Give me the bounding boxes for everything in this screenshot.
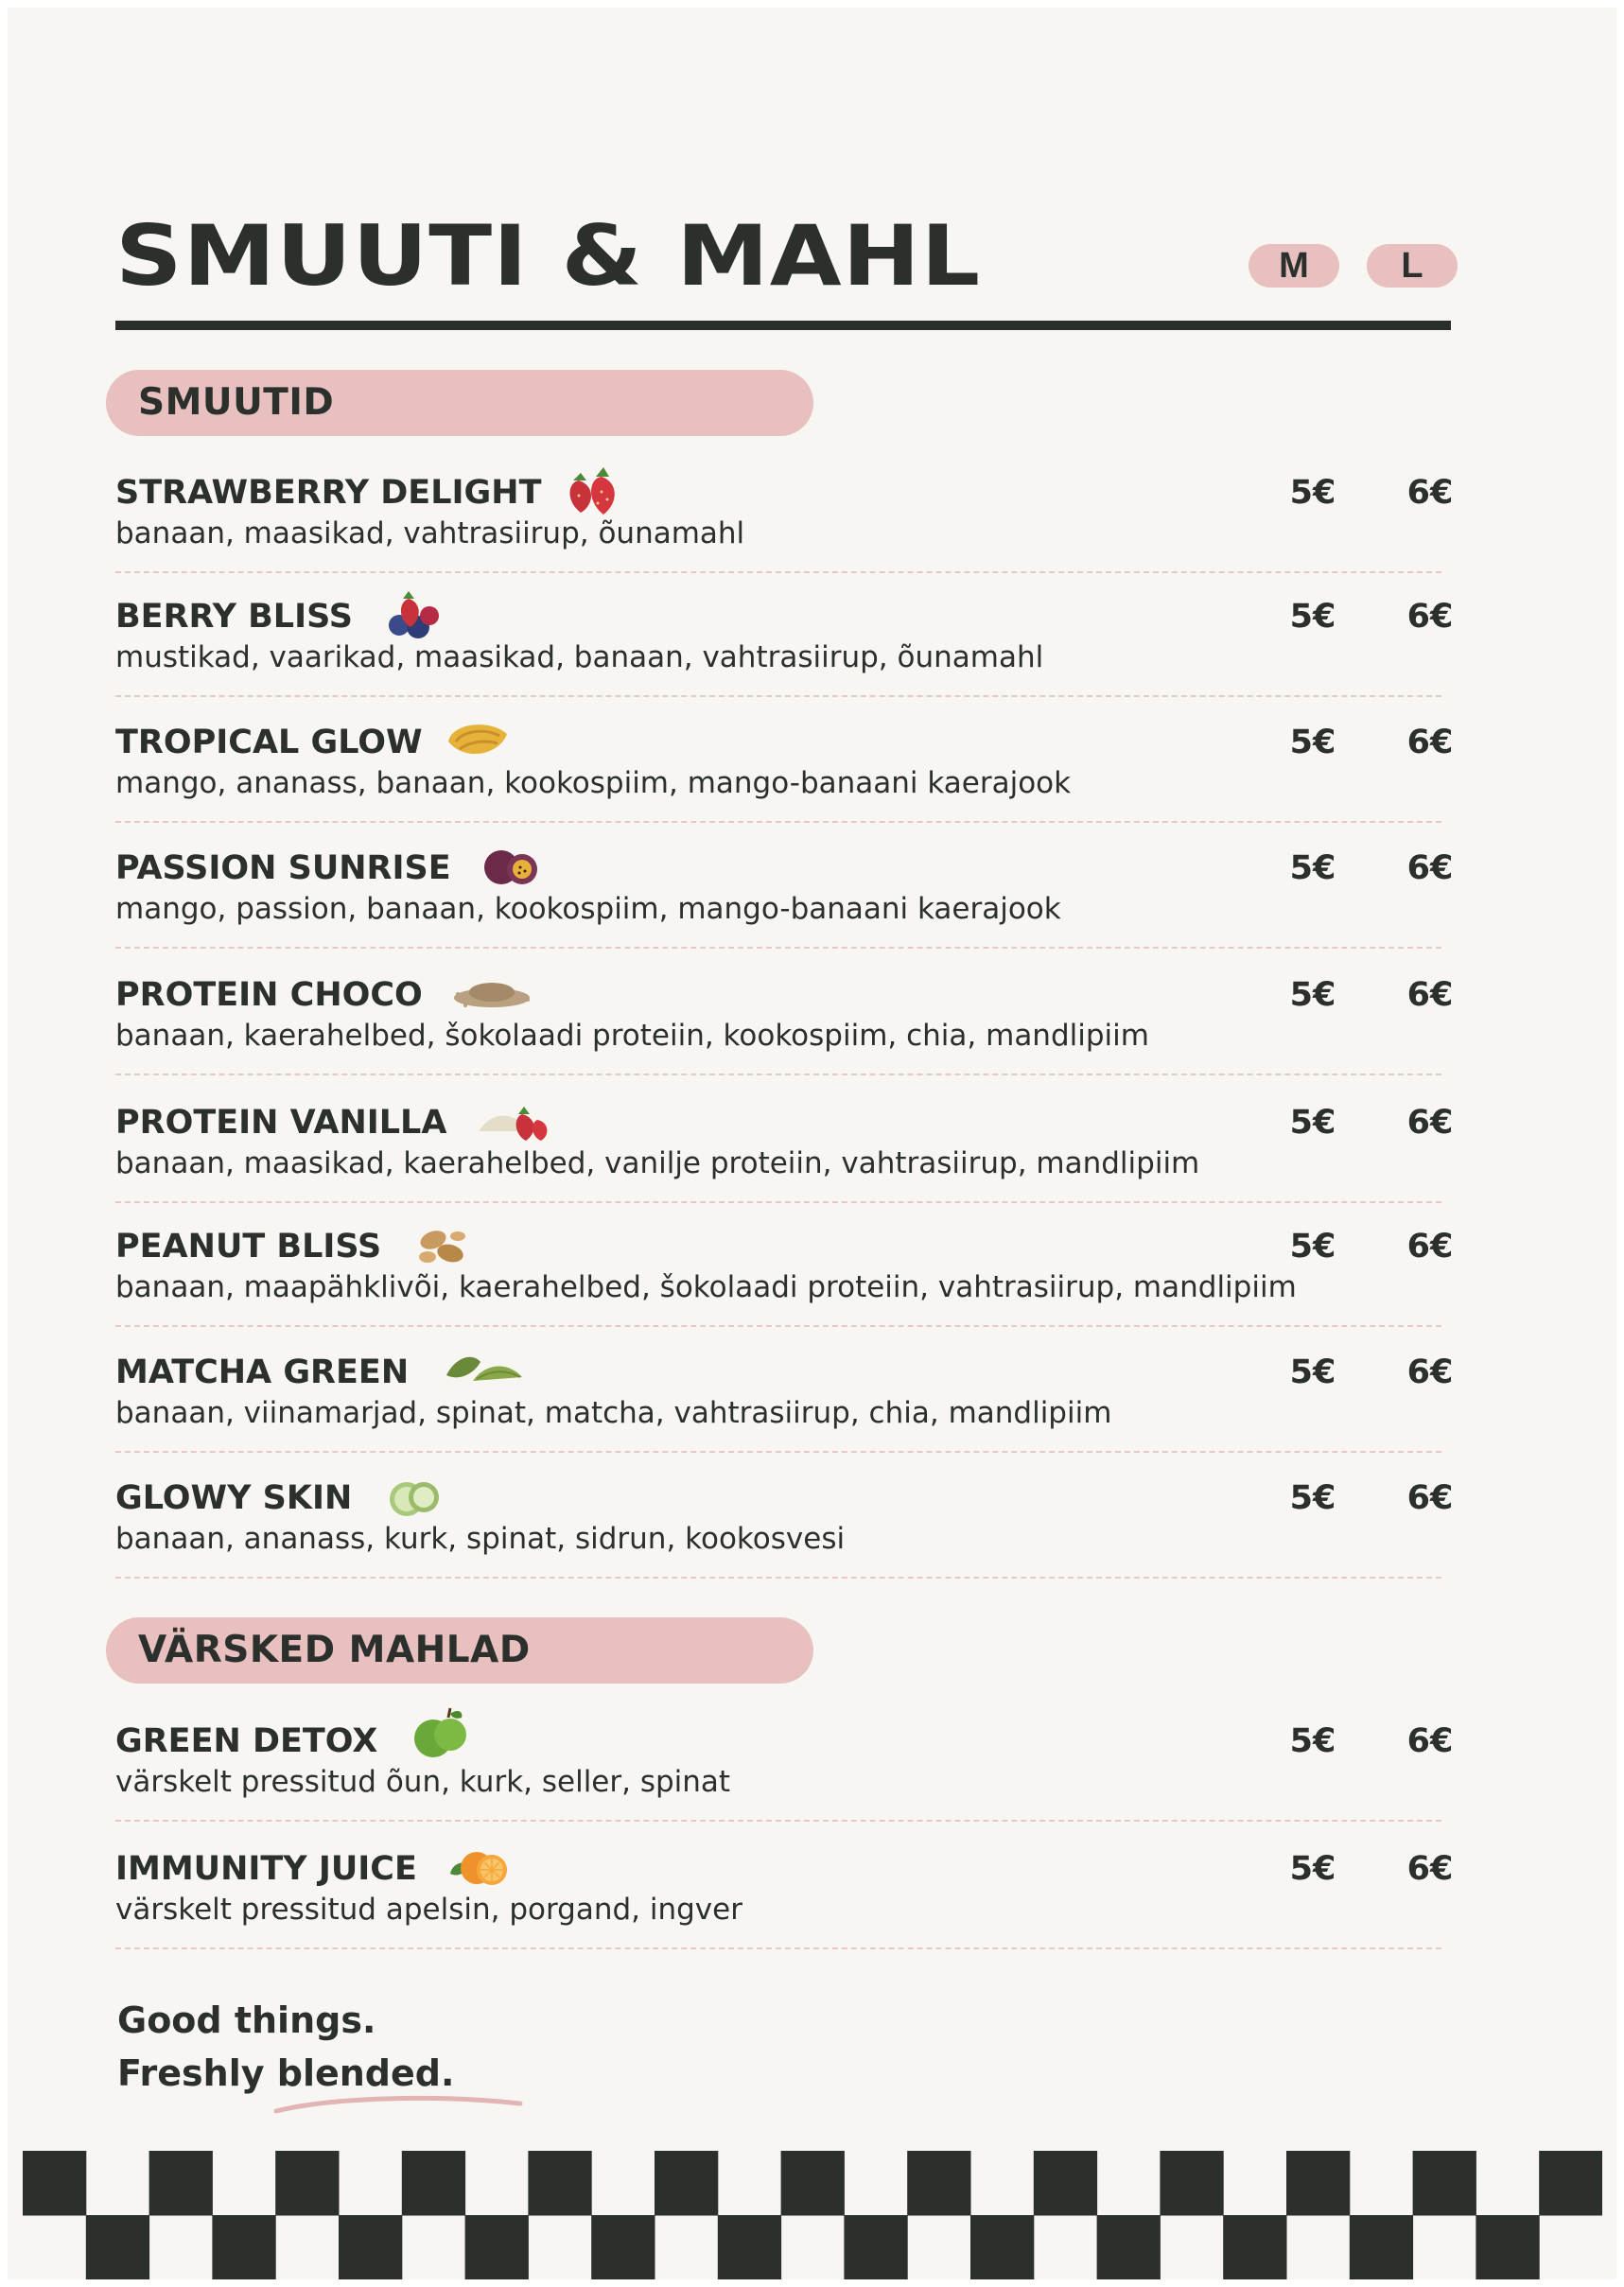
price-l: 6€ <box>1406 976 1454 1014</box>
item-description: banaan, maasikad, kaerahelbed, vanilje proteiin, vahtrasiirup, mandlipiim <box>115 1146 1200 1180</box>
tagline-underline-swoosh <box>272 2092 528 2117</box>
peanut-icon <box>405 1217 480 1274</box>
item-name: GREEN DETOX <box>115 1722 378 1760</box>
checker-square <box>86 2215 149 2279</box>
item-divider <box>115 1074 1441 1075</box>
checker-square <box>655 2151 718 2216</box>
menu-item <box>115 1476 1454 1599</box>
checker-square <box>402 2151 465 2216</box>
checker-square <box>1413 2151 1476 2216</box>
price-l: 6€ <box>1406 1479 1454 1517</box>
price-m: 5€ <box>1289 1228 1336 1266</box>
checker-square <box>212 2215 275 2279</box>
price-l: 6€ <box>1406 1850 1454 1888</box>
price-l: 6€ <box>1406 1353 1454 1391</box>
passion-fruit-icon <box>475 839 550 896</box>
price-l: 6€ <box>1406 1722 1454 1760</box>
cucumber-icon <box>378 1469 454 1526</box>
section-header-smoothies <box>106 370 813 436</box>
item-description: mango, passion, banaan, kookospiim, mango-banaani kaerajook <box>115 892 1061 926</box>
oat-flakes-icon <box>445 966 539 1022</box>
price-m: 5€ <box>1289 1104 1336 1142</box>
protein-powder-icon <box>471 1093 562 1150</box>
item-description: mango, ananass, banaan, kookospiim, mango-banaani kaerajook <box>115 766 1072 800</box>
item-divider <box>115 1201 1441 1203</box>
checker-square <box>1160 2151 1223 2216</box>
checker-square <box>339 2215 402 2279</box>
item-name: PEANUT BLISS <box>115 1228 382 1266</box>
item-name: PROTEIN CHOCO <box>115 976 423 1014</box>
checker-square <box>1034 2151 1097 2216</box>
item-name: PROTEIN VANILLA <box>115 1104 447 1142</box>
size-l-badge: L <box>1367 244 1458 288</box>
price-l: 6€ <box>1406 849 1454 887</box>
item-name: IMMUNITY JUICE <box>115 1850 417 1888</box>
price-m: 5€ <box>1289 598 1336 636</box>
price-l: 6€ <box>1406 598 1454 636</box>
item-divider <box>115 695 1441 697</box>
price-m: 5€ <box>1289 724 1336 761</box>
mixed-berries-icon <box>380 587 456 644</box>
price-m: 5€ <box>1289 976 1336 1014</box>
checker-square <box>718 2215 781 2279</box>
item-divider <box>115 821 1441 823</box>
price-l: 6€ <box>1406 724 1454 761</box>
section-header-juices <box>106 1617 813 1684</box>
title-divider <box>115 321 1451 330</box>
checker-square <box>1539 2151 1602 2216</box>
price-m: 5€ <box>1289 1353 1336 1391</box>
menu-item <box>115 595 1454 718</box>
item-divider <box>115 1325 1441 1327</box>
menu-item <box>115 1720 1454 1842</box>
checker-square <box>1097 2215 1161 2279</box>
checker-square <box>907 2151 970 2216</box>
checker-square <box>591 2215 655 2279</box>
section-label: SMUUTID <box>138 381 335 424</box>
green-apple-icon <box>403 1702 479 1765</box>
item-name: MATCHA GREEN <box>115 1353 410 1391</box>
item-name: STRAWBERRY DELIGHT <box>115 474 542 512</box>
size-m-badge: M <box>1249 244 1339 288</box>
item-description: banaan, maasikad, vahtrasiirup, õunamahl <box>115 516 745 550</box>
checker-square <box>23 2151 86 2216</box>
strawberry-icon <box>560 463 636 520</box>
price-l: 6€ <box>1406 1104 1454 1142</box>
price-m: 5€ <box>1289 1850 1336 1888</box>
tagline-line-1: Good things. <box>117 1999 376 2041</box>
checker-square <box>465 2215 529 2279</box>
item-divider <box>115 1820 1441 1822</box>
menu-item <box>115 1101 1454 1224</box>
item-divider <box>115 1451 1441 1453</box>
item-divider <box>115 1577 1441 1579</box>
item-description: värskelt pressitud õun, kurk, seller, spinat <box>115 1765 731 1799</box>
price-m: 5€ <box>1289 849 1336 887</box>
item-description: värskelt pressitud apelsin, porgand, ingver <box>115 1893 742 1927</box>
checker-square <box>1476 2215 1539 2279</box>
item-description: banaan, viinamarjad, spinat, matcha, vahtrasiirup, chia, mandlipiim <box>115 1396 1112 1430</box>
section-label: VÄRSKED MAHLAD <box>138 1629 531 1671</box>
menu-item <box>115 847 1454 969</box>
menu-item <box>115 471 1454 594</box>
checker-square <box>528 2151 591 2216</box>
checker-square <box>1223 2215 1286 2279</box>
item-description: banaan, ananass, kurk, spinat, sidrun, kookosvesi <box>115 1522 846 1556</box>
price-m: 5€ <box>1289 1722 1336 1760</box>
checker-square <box>781 2151 845 2216</box>
menu-item <box>115 1351 1454 1474</box>
item-divider <box>115 1947 1441 1949</box>
item-name: PASSION SUNRISE <box>115 849 451 887</box>
item-name: BERRY BLISS <box>115 598 353 636</box>
menu-item <box>115 973 1454 1096</box>
item-name: GLOWY SKIN <box>115 1479 353 1517</box>
checker-square <box>970 2215 1034 2279</box>
orange-icon <box>441 1840 516 1896</box>
price-m: 5€ <box>1289 1479 1336 1517</box>
item-description: banaan, kaerahelbed, šokolaadi proteiin, kookospiim, chia, mandlipiim <box>115 1019 1149 1053</box>
menu-item <box>115 1847 1454 1970</box>
price-m: 5€ <box>1289 474 1336 512</box>
price-l: 6€ <box>1406 474 1454 512</box>
menu-item <box>115 1225 1454 1348</box>
price-l: 6€ <box>1406 1228 1454 1266</box>
checker-square <box>275 2151 339 2216</box>
checker-square <box>149 2151 213 2216</box>
item-name: TROPICAL GLOW <box>115 724 423 761</box>
checkered-footer-pattern <box>23 2151 1602 2279</box>
checker-square <box>1286 2151 1350 2216</box>
checker-square <box>844 2215 907 2279</box>
tagline-line-2: Freshly blended. <box>117 2052 455 2094</box>
checker-square <box>1350 2215 1413 2279</box>
item-divider <box>115 571 1441 573</box>
matcha-icon <box>439 1343 530 1400</box>
page-title: SMUUTI & MAHL <box>115 208 982 306</box>
item-description: banaan, maapähklivõi, kaerahelbed, šokolaadi proteiin, vahtrasiirup, mandlipiim <box>115 1270 1297 1304</box>
mango-icon <box>443 713 518 770</box>
item-description: mustikad, vaarikad, maasikad, banaan, vahtrasiirup, õunamahl <box>115 640 1044 674</box>
menu-page <box>8 8 1616 2279</box>
item-divider <box>115 947 1441 949</box>
menu-item <box>115 721 1454 844</box>
